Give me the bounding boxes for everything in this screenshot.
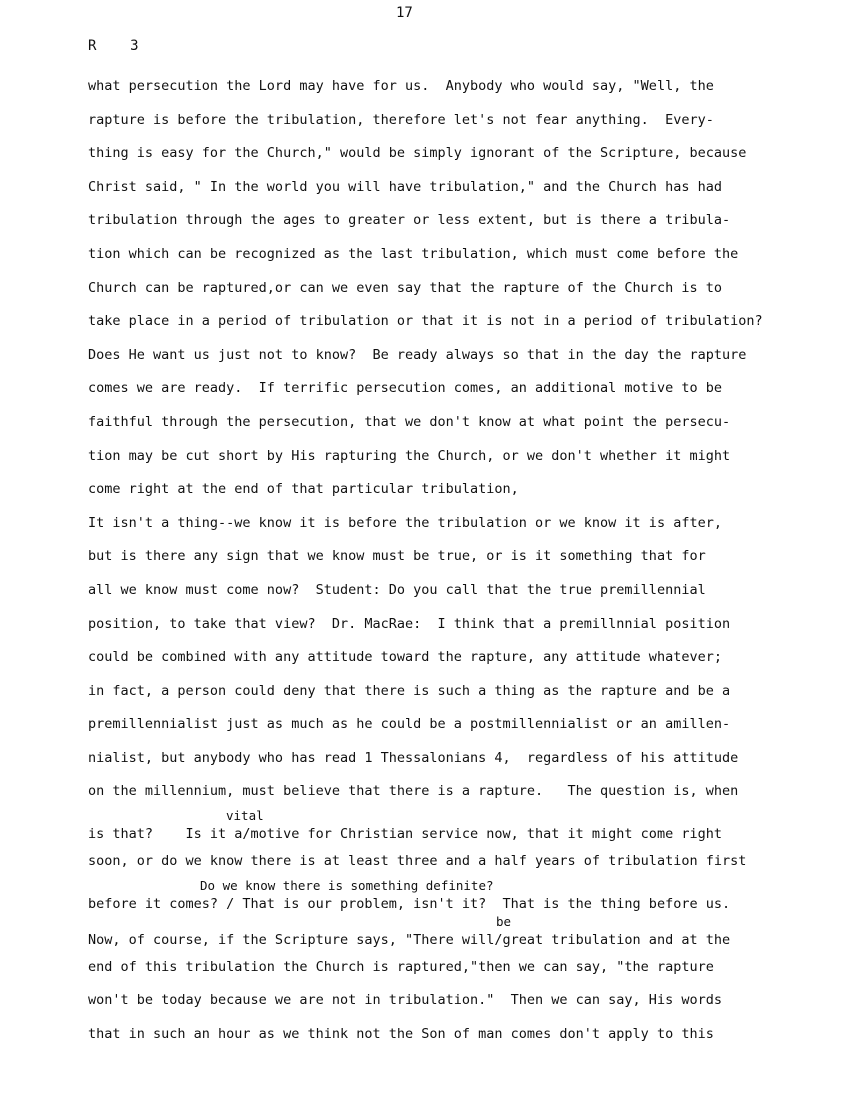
text-line: end of this tribulation the Church is raptured,"then we can say, "the rapture (88, 958, 714, 975)
text-line: Church can be raptured,or can we even say that the rapture of the Church is to (88, 279, 722, 296)
text-line: but is there any sign that we know must be true, or is it something that for (88, 548, 706, 565)
text-line: thing is easy for the Church," would be simply ignorant of the Scripture, because (88, 145, 747, 162)
text-line: all we know must come now? Student: Do you call that the true premillennial (88, 581, 706, 598)
text-line: could be combined with any attitude toward the rapture, any attitude whatever; (88, 649, 722, 666)
page-reference: R 3 (88, 38, 139, 54)
text-line: in fact, a person could deny that there is such a thing as the rapture and be a (88, 682, 731, 699)
page-number: 17 (396, 5, 413, 21)
text-line: tribulation through the ages to greater or less extent, but is there a tribula- (88, 212, 731, 229)
text-line: Christ said, " In the world you will have tribulation," and the Church has had (88, 178, 722, 195)
typed-body-text (88, 70, 788, 1051)
text-line: premillennialist just as much as he could be a postmillennialist or an amillen- (88, 716, 731, 733)
text-line: tion which can be recognized as the last tribulation, which must come before the (88, 245, 739, 262)
insertion-definite: Do we know there is something definite? (200, 877, 494, 893)
text-line: is that? Is it a/motive for Christian service now, that it might come right (88, 826, 722, 843)
text-line: come right at the end of that particular tribulation, (88, 481, 519, 498)
text-line: position, to take that view? Dr. MacRae: I think that a premillnnial position (88, 615, 731, 632)
insertion-vital: vital (226, 808, 264, 824)
text-line: rapture is before the tribulation, therefore let's not fear anything. Every- (88, 111, 714, 128)
text-line: what persecution the Lord may have for us. Anybody who would say, "Well, the (88, 78, 714, 94)
text-line: comes we are ready. If terrific persecution comes, an additional motive to be (88, 380, 722, 397)
text-line: nialist, but anybody who has read 1 Thessalonians 4, regardless of his attitude (88, 749, 739, 766)
text-line: tion may be cut short by His rapturing the Church, or we don't whether it might (88, 447, 731, 464)
text-line: faithful through the persecution, that we don't know at what point the persecu- (88, 413, 731, 430)
text-line: Now, of course, if the Scripture says, "There will/great tribulation and at the (88, 931, 731, 948)
text-line: won't be today because we are not in tribulation." Then we can say, His words (88, 992, 722, 1009)
insertion-be: be (496, 913, 512, 929)
text-line: that in such an hour as we think not the Son of man comes don't apply to this (88, 1025, 714, 1042)
text-line: soon, or do we know there is at least three and a half years of tribulation first (88, 853, 747, 870)
text-line: on the millennium, must believe that there is a rapture. The question is, when (88, 783, 739, 800)
text-line: It isn't a thing--we know it is before the tribulation or we know it is after, (88, 514, 722, 531)
text-line: Does He want us just not to know? Be ready always so that in the day the rapture (88, 346, 747, 363)
text-line: take place in a period of tribulation or that it is not in a period of tribulation? (88, 313, 763, 330)
text-line: before it comes? / That is our problem, isn't it? That is the thing before us. (88, 895, 731, 912)
